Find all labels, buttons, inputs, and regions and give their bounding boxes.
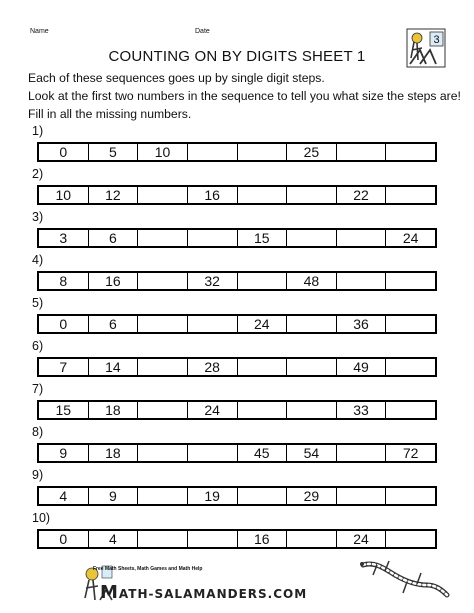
sequence-cell: 5 — [89, 144, 139, 161]
blank-answer-cell[interactable] — [138, 316, 188, 333]
sequence-cell: 24 — [238, 316, 288, 333]
problem-number: 9) — [32, 468, 44, 482]
blank-answer-cell[interactable] — [138, 230, 188, 247]
sequence-cell: 14 — [89, 359, 139, 376]
sequence-cell: 0 — [39, 144, 89, 161]
grade-number: 3 — [433, 34, 440, 46]
blank-answer-cell[interactable] — [138, 531, 188, 548]
sequence-cell: 24 — [402, 230, 419, 246]
sequence-cell: 9 — [89, 488, 139, 505]
footer-brand-initial: M — [100, 582, 119, 603]
problem-list — [0, 124, 474, 554]
sequence-row — [37, 443, 437, 463]
blank-answer-cell[interactable] — [287, 531, 337, 548]
blank-answer-cell[interactable] — [138, 402, 188, 419]
blank-answer-cell[interactable] — [337, 230, 387, 247]
blank-answer-cell[interactable] — [386, 488, 435, 505]
instruction-line: Look at the first two numbers in the sequence to tell you what size the steps are! — [28, 89, 461, 103]
sequence-cell: 28 — [188, 359, 238, 376]
salamander-icon — [355, 555, 455, 605]
page-title: COUNTING ON BY DIGITS SHEET 1 — [108, 48, 366, 65]
problem-number: 8) — [32, 425, 44, 439]
sequence-cell: 16 — [89, 273, 139, 290]
footer-tagline: Free Math Sheets, Math Games and Math Help — [93, 566, 203, 572]
sequence-row — [37, 228, 437, 248]
date-label: Date — [195, 28, 210, 35]
problem-number: 5) — [32, 296, 44, 310]
sequence-cell: 10 — [138, 144, 188, 161]
blank-answer-cell[interactable] — [238, 402, 288, 419]
sequence-row — [37, 185, 437, 205]
sequence-cell: 16 — [238, 531, 288, 548]
sequence-cell: 15 — [39, 402, 89, 419]
problem-number: 2) — [32, 167, 44, 181]
blank-answer-cell[interactable] — [337, 273, 387, 290]
sequence-cell: 48 — [287, 273, 337, 290]
blank-answer-cell[interactable] — [386, 402, 435, 419]
sequence-cell: 9 — [39, 445, 89, 462]
sequence-cell: 16 — [188, 187, 238, 204]
sequence-cell: 18 — [89, 445, 139, 462]
sequence-row — [37, 271, 437, 291]
blank-answer-cell[interactable] — [287, 316, 337, 333]
sequence-cell: 33 — [337, 402, 387, 419]
problem-number: 7) — [32, 382, 44, 396]
problem-2 — [0, 167, 474, 210]
sequence-cell: 4 — [89, 531, 139, 548]
sequence-cell: 72 — [402, 445, 419, 461]
sequence-cell: 6 — [89, 316, 139, 333]
sequence-cell: 19 — [188, 488, 238, 505]
blank-answer-cell[interactable] — [386, 273, 435, 290]
problem-number: 10) — [32, 511, 51, 525]
sequence-row — [37, 314, 437, 334]
blank-answer-cell[interactable] — [386, 531, 435, 548]
blank-answer-cell[interactable] — [138, 445, 188, 462]
blank-answer-cell[interactable] — [287, 230, 337, 247]
problem-6 — [0, 339, 474, 382]
problem-7 — [0, 382, 474, 425]
instruction-line: Each of these sequences goes up by single digit steps. — [28, 71, 325, 85]
problem-10 — [0, 511, 474, 554]
sequence-row — [37, 400, 437, 420]
sequence-cell: 24 — [188, 402, 238, 419]
blank-answer-cell[interactable] — [238, 187, 288, 204]
sequence-row — [37, 142, 437, 162]
problem-1 — [0, 124, 474, 167]
sequence-cell: 24 — [337, 531, 387, 548]
sequence-cell: 49 — [337, 359, 387, 376]
blank-answer-cell[interactable] — [138, 488, 188, 505]
footer-brand — [100, 582, 307, 603]
blank-answer-cell[interactable] — [238, 273, 288, 290]
sequence-cell: 12 — [89, 187, 139, 204]
sequence-cell: 15 — [238, 230, 288, 247]
problem-number: 6) — [32, 339, 44, 353]
problem-number: 3) — [32, 210, 44, 224]
blank-answer-cell[interactable] — [188, 445, 238, 462]
blank-answer-cell[interactable] — [188, 230, 238, 247]
blank-answer-cell[interactable] — [337, 488, 387, 505]
blank-answer-cell[interactable] — [188, 531, 238, 548]
problem-4 — [0, 253, 474, 296]
sequence-cell: 0 — [39, 316, 89, 333]
problem-number: 4) — [32, 253, 44, 267]
blank-answer-cell[interactable] — [238, 144, 288, 161]
problem-5 — [0, 296, 474, 339]
sequence-cell: 25 — [287, 144, 337, 161]
sequence-cell: 7 — [39, 359, 89, 376]
blank-answer-cell[interactable] — [188, 144, 238, 161]
sequence-cell: 8 — [39, 273, 89, 290]
blank-answer-cell[interactable] — [238, 359, 288, 376]
blank-answer-cell[interactable] — [386, 359, 435, 376]
sequence-row — [37, 357, 437, 377]
problem-8 — [0, 425, 474, 468]
blank-answer-cell[interactable] — [287, 402, 337, 419]
sequence-cell: 18 — [89, 402, 139, 419]
sequence-cell: 10 — [39, 187, 89, 204]
sequence-cell: 22 — [337, 187, 387, 204]
sequence-cell: 45 — [238, 445, 288, 462]
blank-answer-cell[interactable] — [337, 445, 387, 462]
blank-answer-cell[interactable] — [287, 359, 337, 376]
problem-9 — [0, 468, 474, 511]
blank-answer-cell[interactable] — [386, 316, 435, 333]
blank-answer-cell[interactable] — [188, 316, 238, 333]
blank-answer-cell[interactable] — [287, 187, 337, 204]
sequence-cell: 0 — [39, 531, 89, 548]
sequence-row — [37, 529, 437, 549]
problem-3 — [0, 210, 474, 253]
blank-answer-cell[interactable] — [238, 488, 288, 505]
blank-answer-cell[interactable] — [138, 359, 188, 376]
blank-answer-cell[interactable] — [337, 144, 387, 161]
blank-answer-cell[interactable] — [138, 187, 188, 204]
blank-answer-cell[interactable] — [386, 144, 435, 161]
sequence-cell: 6 — [89, 230, 139, 247]
sequence-cell: 29 — [287, 488, 337, 505]
name-label: Name — [30, 28, 49, 35]
sequence-cell: 32 — [188, 273, 238, 290]
sequence-row — [37, 486, 437, 506]
problem-number: 1) — [32, 124, 44, 138]
blank-answer-cell[interactable] — [386, 187, 435, 204]
blank-answer-cell[interactable] — [138, 273, 188, 290]
instruction-line: Fill in all the missing numbers. — [28, 107, 192, 121]
sequence-cell: 36 — [337, 316, 387, 333]
sequence-cell: 4 — [39, 488, 89, 505]
sequence-cell: 54 — [287, 445, 337, 462]
sequence-cell: 3 — [39, 230, 89, 247]
footer-brand-text: ATH-SALAMANDERS.COM — [118, 587, 308, 601]
